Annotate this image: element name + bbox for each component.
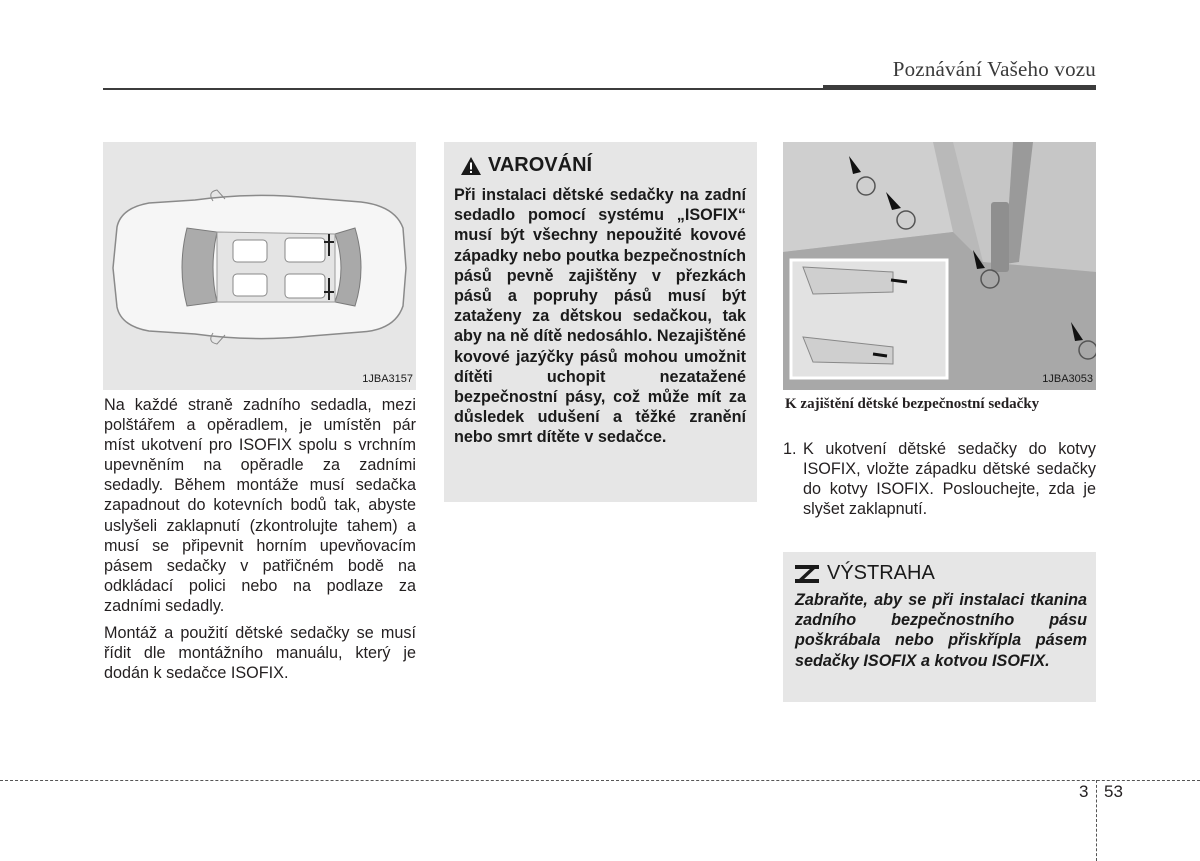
seat-anchor-photo: [783, 142, 1096, 390]
instruction-step: [783, 439, 1096, 519]
page-number: 53: [1104, 782, 1123, 801]
caution-slash-icon: [795, 565, 819, 583]
footer-dashed-divider: [1096, 780, 1097, 861]
paragraph: Montáž a použití dětské sedačky se musí řídit dle montážního manuálu, který je dodán k sedačce ISOFIX.: [104, 624, 416, 683]
chapter-number: 3: [1079, 782, 1089, 801]
caution-title: VÝSTRAHA: [827, 562, 935, 584]
paragraph: Na každé straně zadního sedadla, mezi polštářem a opěradlem, je umístěn pár míst ukotvení pro ISOFIX spolu s vrchním upevněním na opěradle za zadními sedadly. Během montáže musí sedačka zapadnout do kotevních bodů tak, abyste uslyšeli zaklapnutí (zkontrolujte tahem) a musí se připevnit horním upevňovacím pásem sedačky v patřičném bodě na odkládací polici nebo na podlaze za zadními sedadly.: [104, 396, 416, 615]
figure-code: 1JBA3157: [362, 373, 413, 385]
caution-text: Zabraňte, aby se při instalaci tkanina zadního bezpečnostního pásu poškrábala nebo přiskřípla pásem sedačky ISOFIX a kotvou ISOFIX.: [795, 591, 1087, 670]
warning-title: VAROVÁNÍ: [488, 154, 593, 176]
step-text: K ukotvení dětské sedačky do kotvy ISOFIX, vložte západku dětské sedačky do kotvy ISOFIX. Poslouchejte, zda je slyšet zaklapnutí.: [803, 440, 1096, 519]
car-topview-illustration: [103, 142, 416, 390]
caution-box: [783, 552, 1096, 702]
step-number: 1.: [783, 440, 797, 458]
isofix-description: [104, 395, 416, 690]
warning-text: Při instalaci dětské sedačky na zadní sedadlo pomocí systému „ISOFIX“ musí být všechny nepoužité kovové západky nebo poutka bezpečnostních pásů pevně zajištěny v přezkách pásů a popruhy pásů musí být zataženy za dětskou sedačkou, tak aby na ně dítě nedosáhlo. Nezajištěné kovové jazýčky pásů mohou umožnit dítěti uchopit nezatažené bezpečnostní pásy, což může mít za důsledek udušení a těžké zranění nebo smrt dítěte v sedačce.: [454, 186, 746, 447]
seat-anchor-figure: [783, 142, 1096, 390]
footer-dashed-rule: [0, 780, 1200, 781]
figure-code: 1JBA3053: [1042, 373, 1093, 385]
header-rule-accent: [823, 85, 1096, 90]
car-topview-figure: [103, 142, 416, 390]
running-header: Poznávání Vašeho vozu: [892, 57, 1096, 81]
caution-heading: [795, 562, 935, 585]
figure-caption: K zajištění dětské bezpečnostní sedačky: [785, 396, 1040, 412]
warning-heading: [460, 154, 592, 177]
warning-box: [444, 142, 757, 502]
warning-triangle-icon: [460, 156, 482, 176]
